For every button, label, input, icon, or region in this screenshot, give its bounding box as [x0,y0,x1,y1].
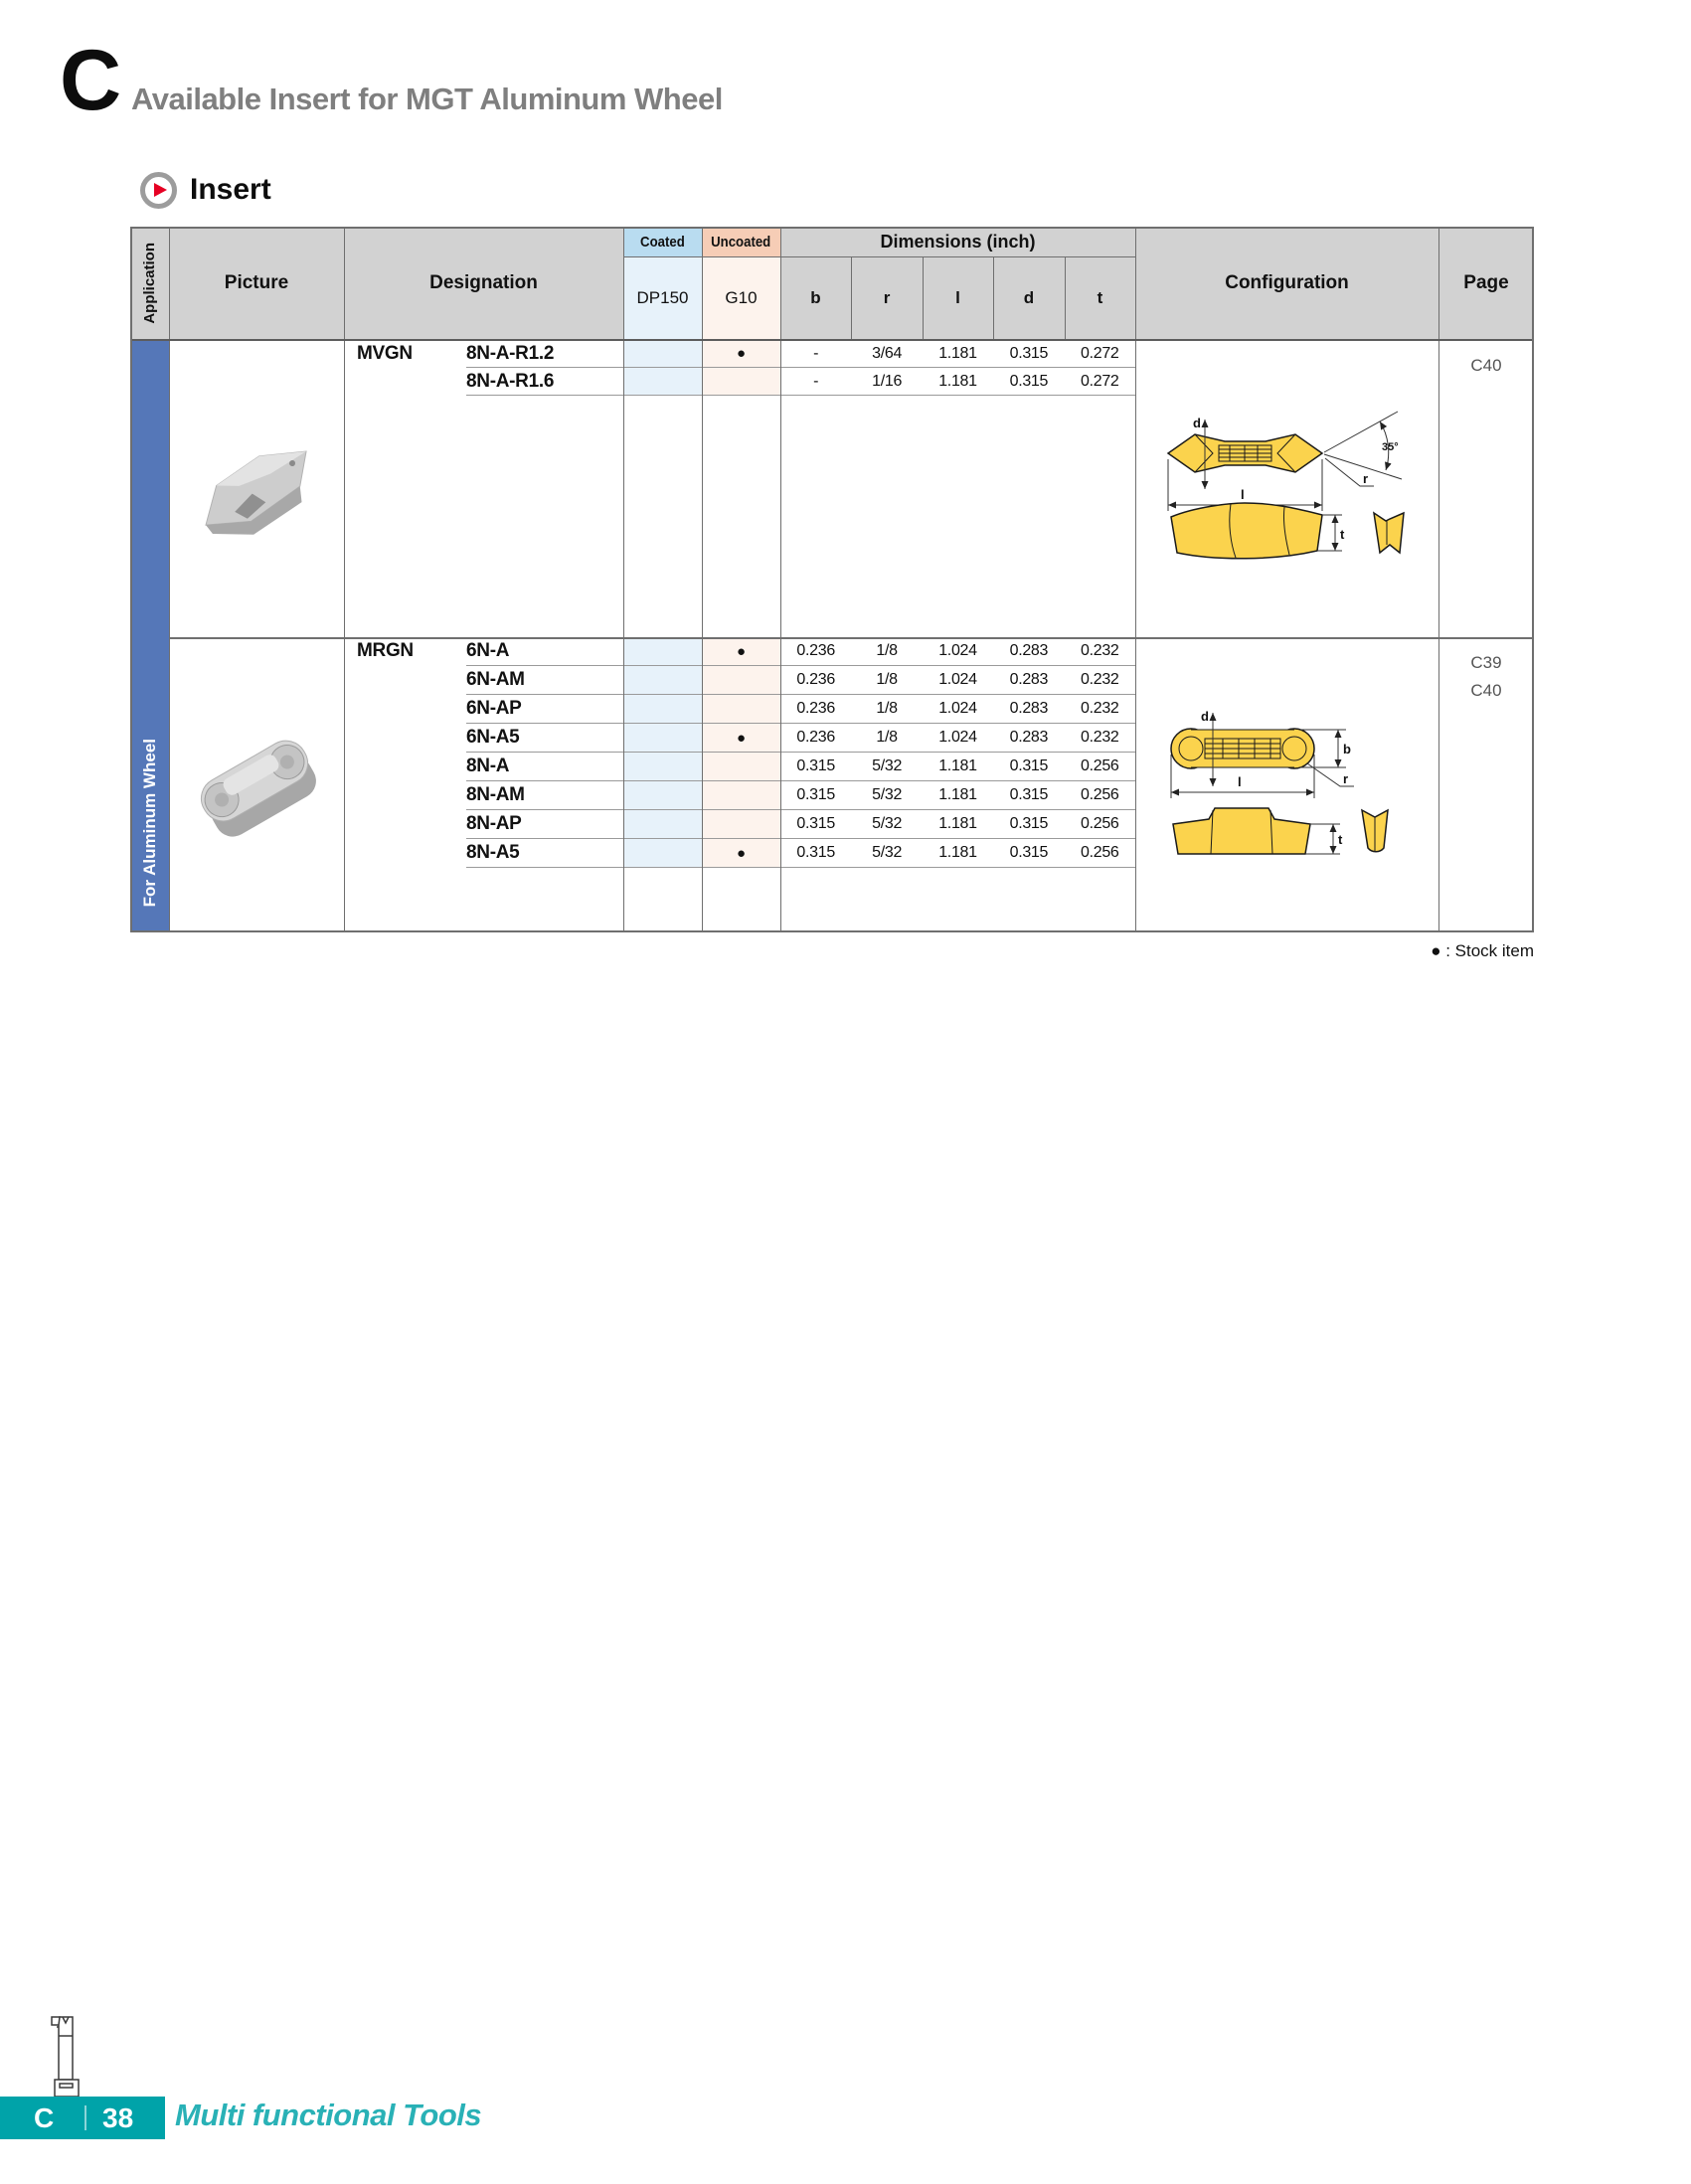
column-header-designation: Designation [429,271,538,293]
grid-line [1065,256,1066,339]
dim-l-cell: 1.024 [938,642,977,659]
dim-l-cell: 1.181 [938,815,977,832]
dim-b-cell: - [813,344,819,362]
page-ref-mrgn [1438,637,1534,932]
dim-r-cell: 5/32 [872,844,903,861]
dim-d-cell: 0.315 [1009,844,1049,861]
dp150-stock-cell [623,695,702,723]
footer-series-title: Multi functional Tools [175,2098,482,2132]
grid-line [344,227,345,932]
designation-cell: 8N-AP [466,813,522,834]
insert-section-heading: Insert [190,173,271,206]
dim-label-r: r [1343,771,1349,786]
dim-b-cell: 0.315 [796,844,835,861]
dp150-stock-cell [623,637,702,665]
designation-cell: 8N-A [466,756,510,776]
g10-stock-cell [702,781,780,809]
dim-t-cell: 0.232 [1080,700,1119,717]
angle-label: 35° [1382,441,1399,453]
dim-l-cell: 1.024 [938,700,977,717]
dim-b-cell: 0.236 [796,671,835,688]
dim-label-b: b [1343,742,1351,756]
dim-d-cell: 0.315 [1009,372,1049,390]
dim-label-l: l [1241,487,1245,502]
dim-r-cell: 5/32 [872,786,903,803]
dp150-stock-cell [623,781,702,809]
dim-label-l: l [1238,774,1242,789]
table-row [466,368,1135,396]
dp150-stock-cell [623,753,702,780]
dim-t-cell: 0.272 [1080,344,1119,362]
grade-header-dp150: DP150 [623,256,702,339]
dp150-stock-cell [623,340,702,367]
dp150-stock-cell [623,810,702,838]
play-triangle-icon [154,183,167,197]
dim-t-cell: 0.256 [1080,844,1119,861]
dim-label-t: t [1340,527,1345,542]
dim-header-d: d [1023,287,1035,307]
grid-line [169,227,170,932]
mrgn-configuration-diagram [1135,637,1438,932]
column-header-configuration: Configuration [1225,271,1349,293]
table-row [466,340,1135,368]
designation-cell: 8N-AM [466,784,525,805]
dim-r-cell: 3/64 [872,344,903,362]
application-bar [130,340,169,932]
designation-cell: 6N-AP [466,698,522,719]
table-row [466,666,1135,695]
designation-cell: 6N-A5 [466,727,520,748]
dim-label-d: d [1201,709,1209,724]
dim-header-l: l [955,287,960,307]
dim-l-cell: 1.024 [938,729,977,746]
g10-stock-cell: ● [702,724,780,752]
dim-b-cell: 0.315 [796,815,835,832]
g10-stock-cell [702,368,780,395]
table-row [466,637,1135,666]
series-label-mvgn: MVGN [357,343,413,364]
dim-d-cell: 0.315 [1009,786,1049,803]
dim-t-cell: 0.256 [1080,757,1119,774]
grid-line [1135,227,1136,932]
dim-b-cell: - [813,372,819,390]
designation-cell: 8N-A-R1.6 [466,370,555,392]
dim-t-cell: 0.272 [1080,372,1119,390]
mvgn-insert-photo [169,340,344,637]
grid-line [169,637,1534,639]
dim-r-cell: 5/32 [872,815,903,832]
dim-r-cell: 1/8 [876,729,898,746]
column-header-picture: Picture [224,271,289,293]
page-ref: C40 [1470,681,1502,700]
dim-d-cell: 0.315 [1009,344,1049,362]
dim-r-cell: 1/8 [876,671,898,688]
dim-d-cell: 0.283 [1009,642,1049,659]
dim-b-cell: 0.236 [796,642,835,659]
dim-t-cell: 0.232 [1080,642,1119,659]
insert-table [130,227,1534,932]
column-header-page: Page [1463,271,1509,293]
dim-b-cell: 0.315 [796,757,835,774]
stock-item-note: ● : Stock item [1431,941,1534,960]
g10-stock-cell [702,810,780,838]
dim-d-cell: 0.315 [1009,815,1049,832]
grid-line [923,256,924,339]
footer-tab [0,2097,165,2139]
play-bullet-icon [140,172,177,209]
application-bar-label: For Aluminum Wheel [139,738,159,907]
designation-cell: 6N-A [466,640,510,661]
page-title: Available Insert for MGT Aluminum Wheel [131,82,723,116]
g10-stock-cell: ● [702,340,780,367]
dim-label-r: r [1363,471,1369,486]
grade-header-g10: G10 [702,256,780,339]
dim-r-cell: 5/32 [872,757,903,774]
table-row [466,781,1135,810]
dim-t-cell: 0.232 [1080,729,1119,746]
g10-stock-cell [702,753,780,780]
dp150-stock-cell [623,666,702,694]
footer-page-number: 38 [102,2102,134,2133]
column-header-uncoated: Uncoated [702,227,780,256]
dim-b-cell: 0.236 [796,700,835,717]
dim-d-cell: 0.283 [1009,671,1049,688]
grid-line [780,227,781,932]
designation-cell: 6N-AM [466,669,525,690]
dim-l-cell: 1.181 [938,757,977,774]
dim-r-cell: 1/8 [876,700,898,717]
dim-label-d: d [1193,416,1201,430]
dim-d-cell: 0.315 [1009,757,1049,774]
column-header-dimensions: Dimensions (inch) [880,231,1036,252]
dim-l-cell: 1.181 [938,372,977,390]
grid-line [1438,227,1439,932]
dim-header-r: r [883,287,891,307]
grid-line [623,256,1135,257]
dp150-stock-cell [623,368,702,395]
series-label-mrgn: MRGN [357,640,414,661]
page-ref: C40 [1470,356,1502,375]
mvgn-configuration-diagram [1135,340,1438,637]
dim-header-t: t [1097,287,1103,307]
table-row [466,839,1135,868]
grid-line [702,227,703,932]
table-row [466,724,1135,753]
grid-line [851,256,852,339]
dim-r-cell: 1/16 [872,372,903,390]
footer-separator [85,2105,86,2130]
dim-b-cell: 0.315 [796,786,835,803]
dim-t-cell: 0.232 [1080,671,1119,688]
g10-stock-cell [702,695,780,723]
dim-l-cell: 1.181 [938,344,977,362]
dp150-stock-cell [623,839,702,867]
column-header-application: Application [141,242,158,324]
dim-label-t: t [1338,832,1343,847]
mrgn-insert-photo [169,637,344,932]
dim-t-cell: 0.256 [1080,786,1119,803]
dim-l-cell: 1.024 [938,671,977,688]
dim-l-cell: 1.181 [938,844,977,861]
designation-cell: 8N-A5 [466,842,520,863]
dim-b-cell: 0.236 [796,729,835,746]
dim-header-b: b [810,287,821,307]
footer-tab-letter: C [34,2102,55,2133]
table-row [466,810,1135,839]
dim-d-cell: 0.283 [1009,729,1049,746]
table-row [466,695,1135,724]
designation-cell: 8N-A-R1.2 [466,342,555,364]
dim-d-cell: 0.283 [1009,700,1049,717]
dim-r-cell: 1/8 [876,642,898,659]
page-ref-mvgn [1438,340,1534,637]
column-header-coated: Coated [623,227,702,256]
g10-stock-cell: ● [702,637,780,665]
g10-stock-cell: ● [702,839,780,867]
dim-t-cell: 0.256 [1080,815,1119,832]
grid-line [993,256,994,339]
dp150-stock-cell [623,724,702,752]
page-ref: C39 [1470,653,1502,672]
section-letter: C [60,33,122,128]
tool-holder-icon [50,2014,84,2098]
dim-l-cell: 1.181 [938,786,977,803]
table-row [466,753,1135,781]
g10-stock-cell [702,666,780,694]
grid-line [130,339,1534,341]
grid-line [623,227,624,932]
